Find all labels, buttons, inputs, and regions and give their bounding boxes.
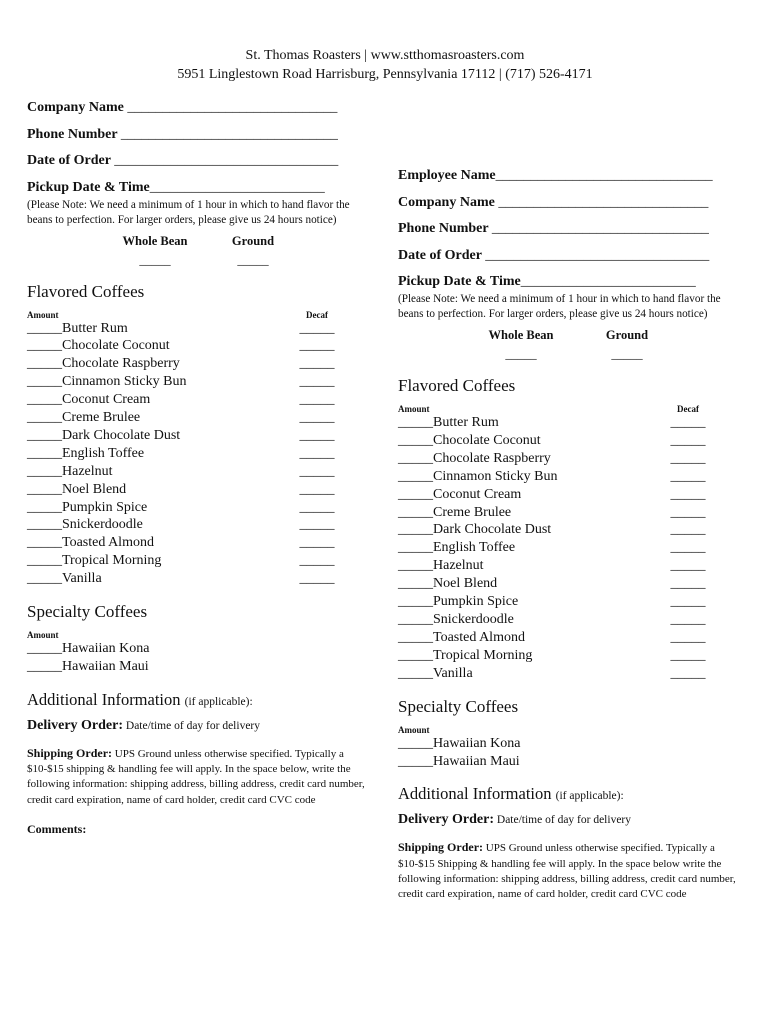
- decaf-blank[interactable]: _____: [299, 517, 335, 533]
- flavored-list: [398, 414, 708, 683]
- flavored-list: [27, 320, 337, 589]
- grind-options: [398, 328, 743, 362]
- coffee-name: Snickerdoodle: [433, 611, 514, 627]
- coffee-name: Hawaiian Maui: [433, 753, 520, 769]
- whole-bean-blank[interactable]: _____: [139, 252, 171, 267]
- decaf-blank[interactable]: _____: [299, 445, 335, 461]
- column-headers: [398, 404, 708, 414]
- amount-blank[interactable]: _____: [398, 558, 433, 574]
- coffee-item: [27, 355, 337, 373]
- coffee-name: English Toffee: [62, 445, 145, 461]
- coffee-item: [27, 658, 372, 676]
- coffee-item: [398, 753, 743, 771]
- amount-blank[interactable]: _____: [27, 481, 62, 497]
- coffee-name: Noel Blend: [433, 576, 498, 592]
- coffee-item: [398, 629, 708, 647]
- decaf-blank[interactable]: _____: [299, 356, 335, 372]
- pickup-note: (Please Note: We need a minimum of 1 hour in which to hand flavor the beans to perfection. For larger orders, please give us 24 hours notice): [27, 198, 350, 226]
- coffee-item: [27, 640, 372, 658]
- grind-options: [27, 234, 372, 268]
- coffee-item: [398, 450, 708, 468]
- coffee-name: Pumpkin Spice: [433, 594, 519, 610]
- coffee-name: Creme Brulee: [62, 410, 141, 426]
- order-form-left: [27, 99, 372, 837]
- amount-blank[interactable]: _____: [27, 535, 62, 551]
- amount-blank[interactable]: _____: [398, 611, 433, 627]
- amount-header: Amount: [27, 630, 59, 641]
- ground-blank[interactable]: _____: [237, 252, 269, 267]
- coffee-name: Chocolate Coconut: [433, 432, 541, 448]
- decaf-blank[interactable]: _____: [670, 611, 706, 627]
- coffee-item: [398, 539, 708, 557]
- decaf-blank[interactable]: _____: [670, 522, 706, 538]
- coffee-item: [27, 373, 337, 391]
- pickup-date-time-field[interactable]: Pickup Date & Time_________________________: [27, 179, 325, 195]
- amount-blank[interactable]: _____: [27, 410, 62, 426]
- flavored-coffees-title: Flavored Coffees: [398, 376, 516, 395]
- coffee-item: [398, 611, 708, 629]
- specialty-coffees-title: Specialty Coffees: [27, 602, 148, 622]
- pickup-note: (Please Note: We need a minimum of 1 hour in which to hand flavor the beans to perfection. For larger orders, please give us 24 hours notice): [398, 293, 721, 320]
- decaf-blank[interactable]: _____: [299, 481, 335, 497]
- decaf-header: Decaf: [677, 404, 699, 414]
- coffee-name: Hawaiian Maui: [62, 659, 149, 674]
- decaf-blank[interactable]: _____: [299, 571, 335, 587]
- coffee-name: Vanilla: [433, 665, 473, 681]
- amount-blank[interactable]: _____: [398, 594, 433, 610]
- amount-blank[interactable]: _____: [398, 665, 433, 681]
- coffee-item: [27, 320, 337, 338]
- decaf-blank[interactable]: _____: [299, 338, 335, 354]
- coffee-name: Hazelnut: [62, 463, 113, 479]
- whole-bean-label: Whole Bean: [488, 328, 554, 342]
- coffee-name: Chocolate Raspberry: [433, 450, 551, 466]
- coffee-item: [398, 647, 708, 665]
- coffee-item: [27, 481, 337, 499]
- coffee-name: Vanilla: [62, 571, 102, 587]
- amount-blank[interactable]: _____: [27, 445, 62, 461]
- coffee-item: [398, 521, 708, 539]
- decaf-blank[interactable]: _____: [670, 576, 706, 592]
- coffee-item: [27, 552, 337, 570]
- decaf-blank[interactable]: _____: [670, 468, 706, 484]
- ground-blank[interactable]: _____: [611, 347, 643, 361]
- coffee-name: Toasted Almond: [433, 629, 525, 645]
- coffee-name: Chocolate Raspberry: [62, 356, 180, 372]
- specialty-coffees-title: Specialty Coffees: [398, 696, 519, 716]
- coffee-item: [398, 468, 708, 486]
- pickup-date-time-field[interactable]: Pickup Date & Time_________________________: [398, 274, 696, 289]
- decaf-blank[interactable]: _____: [670, 540, 706, 556]
- amount-blank[interactable]: _____: [27, 356, 62, 372]
- decaf-blank[interactable]: _____: [670, 450, 706, 466]
- coffee-name: Hawaiian Kona: [62, 641, 150, 657]
- coffee-name: Creme Brulee: [433, 504, 512, 520]
- decaf-blank[interactable]: _____: [670, 504, 706, 520]
- amount-blank[interactable]: _____: [398, 629, 433, 645]
- coffee-name: Butter Rum: [433, 415, 499, 430]
- coffee-name: Noel Blend: [62, 481, 127, 497]
- decaf-blank[interactable]: _____: [670, 629, 706, 645]
- decaf-blank[interactable]: _____: [299, 553, 335, 569]
- amount-blank[interactable]: _____: [398, 753, 433, 769]
- decaf-blank[interactable]: _____: [670, 665, 706, 681]
- amount-blank[interactable]: _____: [27, 659, 62, 674]
- amount-blank[interactable]: _____: [27, 374, 62, 390]
- amount-header: Amount: [398, 404, 430, 414]
- amount-blank[interactable]: _____: [27, 641, 62, 657]
- amount-blank[interactable]: _____: [398, 522, 433, 538]
- ground-label: Ground: [231, 233, 275, 248]
- decaf-blank[interactable]: _____: [670, 594, 706, 610]
- decaf-blank[interactable]: _____: [670, 486, 706, 502]
- shipping-order: Shipping Order: UPS Ground unless otherwise specified. Typically a $10-$15 Shipping & handling fee will apply. In the space below write the following information: shipping address, billing address, credit card number, credit card expiration, name of card holder, credit card CVC code: [398, 840, 736, 901]
- amount-header: Amount: [27, 309, 59, 320]
- whole-bean-blank[interactable]: _____: [505, 347, 537, 361]
- coffee-name: Butter Rum: [62, 320, 128, 336]
- coffee-name: Dark Chocolate Dust: [62, 427, 181, 443]
- coffee-name: Tropical Morning: [433, 647, 533, 663]
- decaf-header: Decaf: [306, 309, 328, 320]
- delivery-order: Delivery Order: Date/time of day for delivery: [398, 812, 632, 828]
- coffee-item: [398, 735, 743, 753]
- amount-blank[interactable]: _____: [398, 450, 433, 466]
- amount-blank[interactable]: _____: [398, 647, 433, 663]
- column-headers: [27, 310, 337, 320]
- delivery-order: Delivery Order: Date/time of day for delivery: [27, 717, 261, 733]
- coffee-item: [27, 409, 337, 427]
- coffee-item: [27, 499, 337, 517]
- coffee-name: Coconut Cream: [433, 486, 522, 502]
- coffee-name: Coconut Cream: [62, 392, 151, 408]
- flavored-coffees-title: Flavored Coffees: [27, 281, 145, 301]
- customer-fields: [27, 99, 372, 197]
- amount-blank[interactable]: _____: [27, 553, 62, 569]
- coffee-item: [27, 463, 337, 481]
- coffee-name: Tropical Morning: [62, 553, 162, 569]
- amount-blank[interactable]: _____: [398, 415, 433, 430]
- decaf-blank[interactable]: _____: [299, 320, 335, 336]
- coffee-name: Hazelnut: [433, 558, 484, 574]
- whole-bean-label: Whole Bean: [122, 233, 188, 248]
- header-line-2: 5951 Linglestown Road Harrisburg, Pennsylvania 17112 | (717) 526-4171: [177, 67, 593, 82]
- coffee-item: [27, 516, 337, 534]
- coffee-item: [27, 445, 337, 463]
- shipping-order: Shipping Order: UPS Ground unless otherwise specified. Typically a $10-$15 shipping & handling fee will apply. In the space below, write the following information: shipping address, billing address, credit card number, credit card expiration, name of card holder, credit card CVC code: [27, 745, 365, 806]
- customer-fields: [398, 167, 743, 291]
- date-of-order-field[interactable]: Date of Order ________________________________: [27, 153, 339, 168]
- coffee-item: [27, 534, 337, 552]
- amount-blank[interactable]: _____: [27, 338, 62, 354]
- coffee-name: Chocolate Coconut: [62, 338, 170, 354]
- decaf-blank[interactable]: _____: [299, 535, 335, 551]
- coffee-name: Hawaiian Kona: [433, 735, 521, 751]
- company-name-field[interactable]: Company Name ______________________________: [398, 194, 709, 210]
- specialty-column-header: [398, 725, 743, 735]
- coffee-item: [398, 486, 708, 504]
- specialty-column-header: [27, 630, 372, 640]
- decaf-blank[interactable]: _____: [299, 427, 335, 443]
- amount-blank[interactable]: _____: [398, 735, 433, 751]
- amount-blank[interactable]: _____: [27, 571, 62, 587]
- phone-number-field[interactable]: Phone Number _______________________________: [398, 221, 709, 236]
- coffee-name: Cinnamon Sticky Bun: [62, 374, 187, 390]
- amount-blank[interactable]: _____: [398, 540, 433, 556]
- amount-blank[interactable]: _____: [398, 504, 433, 520]
- letterhead: [0, 46, 770, 84]
- coffee-name: Dark Chocolate Dust: [433, 522, 552, 538]
- order-form-right: [398, 167, 743, 902]
- decaf-blank[interactable]: _____: [670, 558, 706, 574]
- coffee-item: [27, 570, 337, 588]
- amount-blank[interactable]: _____: [27, 463, 62, 479]
- amount-blank[interactable]: _____: [27, 499, 62, 515]
- amount-blank[interactable]: _____: [27, 517, 62, 533]
- coffee-item: [398, 414, 708, 432]
- coffee-item: [398, 504, 708, 522]
- coffee-name: English Toffee: [433, 540, 516, 556]
- decaf-blank[interactable]: _____: [299, 392, 335, 408]
- decaf-blank[interactable]: _____: [299, 499, 335, 515]
- phone-number-field[interactable]: Phone Number _______________________________: [27, 126, 338, 142]
- coffee-item: [27, 427, 337, 445]
- coffee-name: Toasted Almond: [62, 535, 154, 551]
- decaf-blank[interactable]: _____: [299, 374, 335, 390]
- amount-blank[interactable]: _____: [398, 576, 433, 592]
- coffee-item: [398, 665, 708, 683]
- coffee-item: [398, 593, 708, 611]
- header-line-1: St. Thomas Roasters | www.stthomasroasters.com: [245, 48, 525, 63]
- amount-blank[interactable]: _____: [398, 468, 433, 484]
- company-name-field[interactable]: Company Name ______________________________: [27, 100, 338, 115]
- amount-blank[interactable]: _____: [398, 486, 433, 502]
- date-of-order-field[interactable]: Date of Order ________________________________: [398, 247, 710, 263]
- coffee-name: Cinnamon Sticky Bun: [433, 468, 558, 484]
- specialty-list: [398, 735, 743, 771]
- decaf-blank[interactable]: _____: [670, 432, 706, 448]
- employee-name-field[interactable]: Employee Name_______________________________: [398, 168, 713, 183]
- coffee-name: Pumpkin Spice: [62, 499, 148, 515]
- comments-label: Comments:: [27, 821, 87, 836]
- amount-blank[interactable]: _____: [398, 432, 433, 448]
- coffee-item: [27, 391, 337, 409]
- amount-blank[interactable]: _____: [27, 320, 62, 336]
- decaf-blank[interactable]: _____: [299, 410, 335, 426]
- amount-header: Amount: [398, 724, 430, 735]
- coffee-item: [398, 575, 708, 593]
- additional-information-title: Additional Information (if applicable):: [398, 784, 624, 804]
- coffee-item: [27, 337, 337, 355]
- additional-information-title: Additional Information (if applicable):: [27, 689, 253, 709]
- specialty-list: [27, 640, 372, 676]
- decaf-blank[interactable]: _____: [670, 647, 706, 663]
- decaf-blank[interactable]: _____: [299, 463, 335, 479]
- coffee-name: Snickerdoodle: [62, 517, 143, 533]
- decaf-blank[interactable]: _____: [670, 415, 706, 430]
- coffee-item: [398, 432, 708, 450]
- amount-blank[interactable]: _____: [27, 427, 62, 443]
- ground-label: Ground: [605, 328, 649, 342]
- coffee-item: [398, 557, 708, 575]
- amount-blank[interactable]: _____: [27, 392, 62, 408]
